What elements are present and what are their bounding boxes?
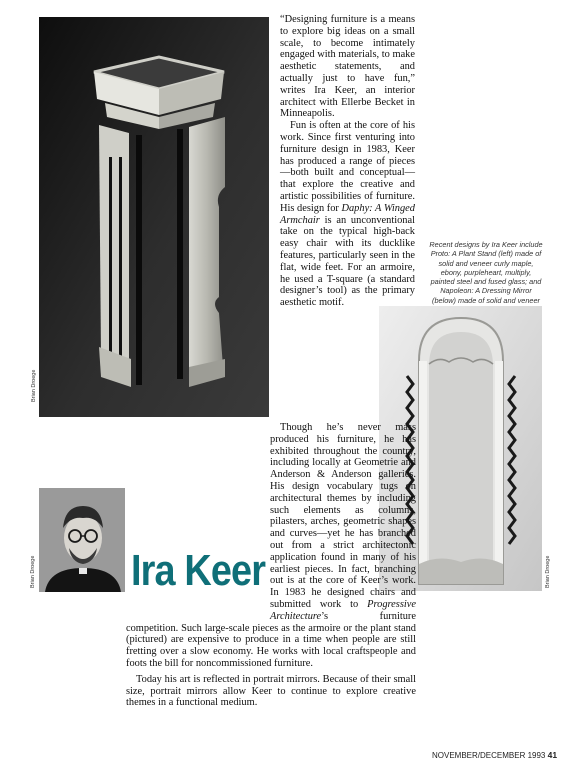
progressive-architecture-title: Progressive Architecture: [270, 598, 416, 622]
float-spacer: [126, 492, 270, 621]
headline: Ira Keer: [131, 546, 266, 595]
issue-date: NOVEMBER/DECEMBER 1993: [432, 751, 546, 760]
plant-stand-photo: [39, 17, 269, 417]
article-bottom-column: [126, 422, 416, 709]
plant-stand-illustration: [39, 17, 269, 417]
portrait-photo-credit: Brian Droege: [30, 555, 36, 588]
article-paragraph-2: Fun is often at the core of his work. Since first venturing into furniture design in 1983, Keer has produced a range of pieces—both built and conceptual—that explore the creative and artistic possibilities of furniture. His design for Daphy: A Winged Armchair is an unconventional take on the typical high-back easy chair with its ducklike features, particularly seen in the flat, wide feet. For an armoire, he used a T-square (a standard designer’s tool) as the primary aesthetic motif.: [280, 120, 415, 309]
page-footer: [432, 750, 557, 760]
article-paragraph-4: Today his art is reflected in portrait mirrors. Because of their small size, portrait mirrors allow Keer to continue to explore creative themes in a functional medium.: [126, 673, 416, 709]
article-top-column: [280, 14, 415, 309]
page-number: 41: [547, 750, 558, 760]
mirror-photo-credit: Brian Droege: [545, 555, 551, 588]
article-paragraph-1: “Designing furniture is a means to explore big ideas on a small scale, to become intimately engaged with materials, to make aesthetic statements, and actually just to have fun,” writes Ira Keer, an interior architect with Ellerbe Becket in Minneapolis.: [280, 14, 415, 120]
plant-stand-photo-credit: Brian Droege: [31, 369, 37, 402]
daphy-title: Daphy: A Winged Armchair: [280, 202, 415, 226]
photo-caption: Recent designs by Ira Keer include Proto: A Plant Stand (left) made of solid and veneer curly maple, ebony, purpleheart, multiply, painted steel and fused glass; and Napoleon: A Dressing Mirror (below) made of solid and veneer: [429, 240, 543, 305]
portrait-illustration: [39, 488, 125, 592]
article-paragraph-3: Though he’s never mass produced his furniture, he has exhibited throughout the country, including locally at Geometrie and Anderson & Anderson galleries. His design vocabulary tugs on architectural themes by including such elements as columns, pilasters, arches, geometric shapes and curves—yet he has branched out from a strict architectonic application found in many of his earliest pieces. In fact, branching out is at the core of Keer’s work. In 1983 he designed chairs and submitted work to Progressive Architecture’s furniture competition. Such large-scale pieces as the armoire or the plant stand (pictured) are expensive to produce in a time when people are still fretting over a slow economy. He works with local craftspeople and foots the bill for noncommissioned furniture.: [126, 422, 416, 669]
ira-keer-portrait: [39, 488, 125, 592]
